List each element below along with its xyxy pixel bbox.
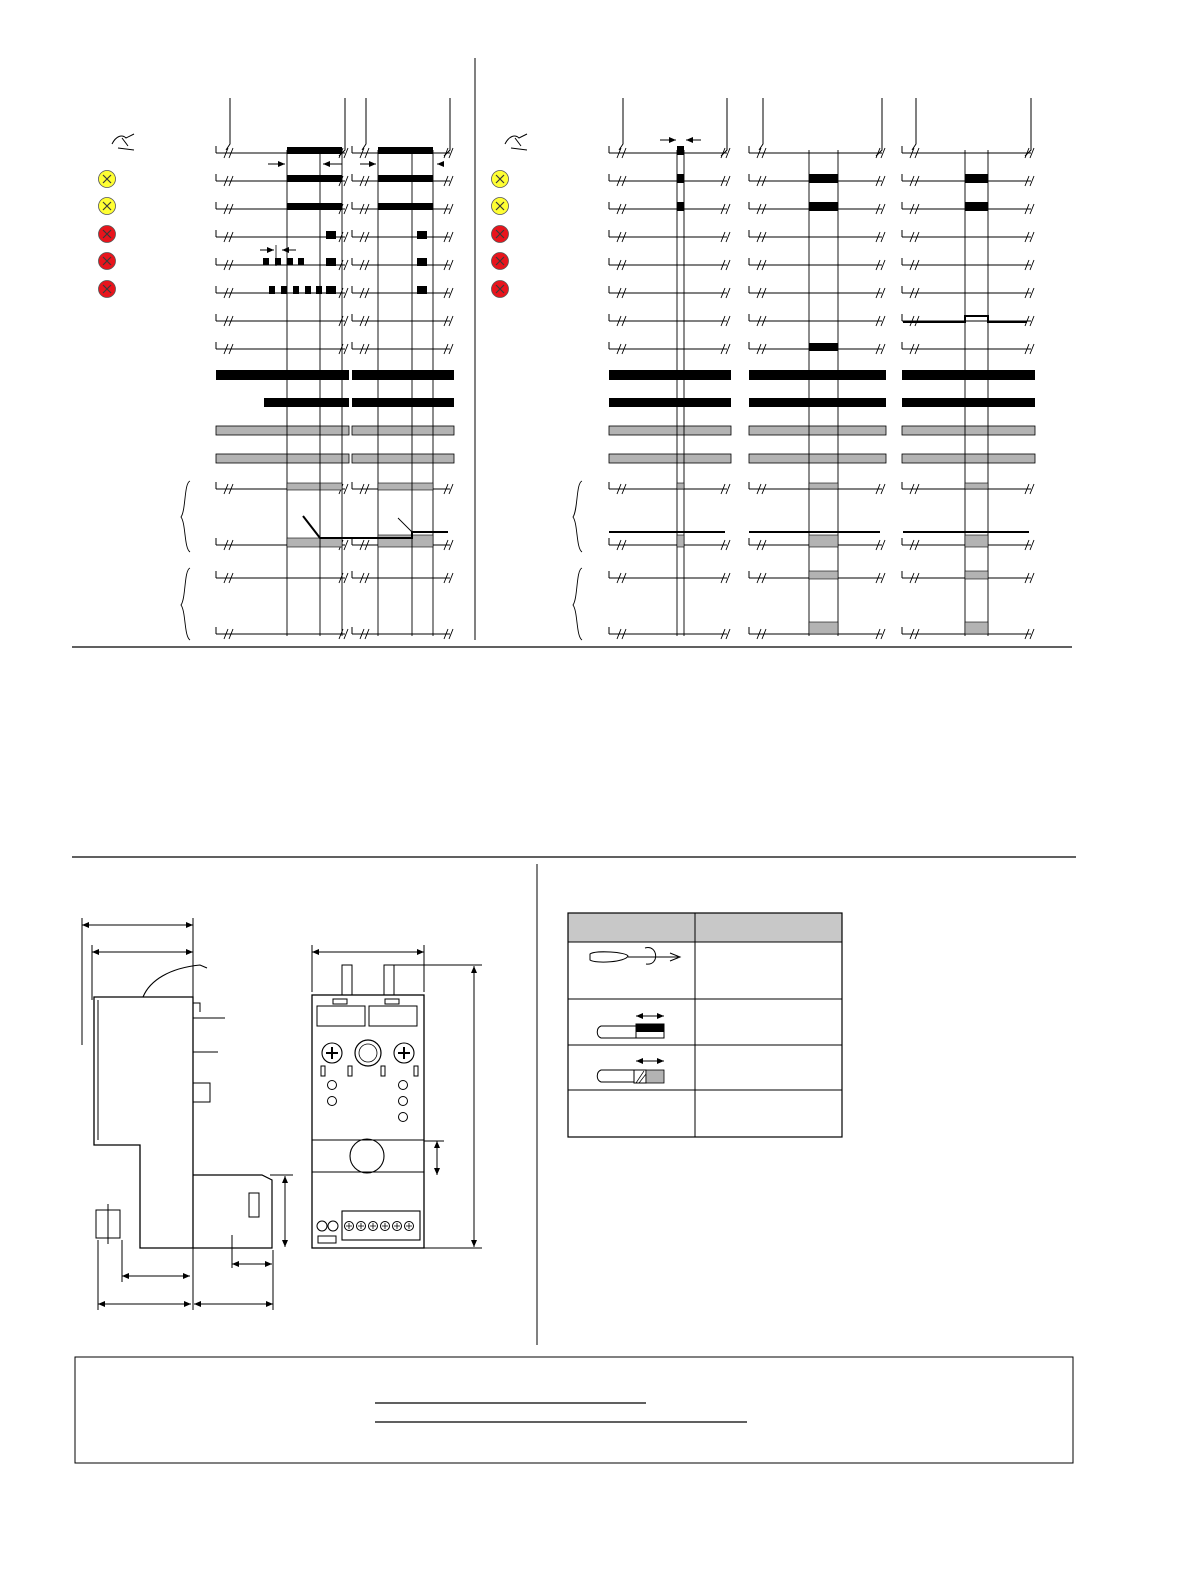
- arrow-head: [194, 1301, 201, 1307]
- led-hole: [399, 1081, 408, 1090]
- signal-bar: [809, 343, 838, 351]
- signal-bar: [287, 538, 342, 547]
- terminal-screw-icon: [317, 1221, 327, 1231]
- rotation-arrow: [645, 948, 656, 965]
- led-red-icon: [99, 253, 116, 270]
- signal-bar: [965, 571, 988, 579]
- signal-bar: [417, 258, 427, 266]
- rail-thick: [352, 398, 454, 407]
- front-tabs: [342, 965, 394, 995]
- terminal-pins: [193, 1003, 225, 1102]
- brace: [181, 568, 190, 640]
- signal-bar: [326, 231, 336, 239]
- ferrule-tube: [646, 1070, 664, 1083]
- table-outline: [568, 913, 842, 1137]
- blink-bar: [263, 258, 269, 265]
- signal-bar: [287, 175, 342, 182]
- block-bracket: [759, 98, 882, 156]
- led-hole: [328, 1081, 337, 1090]
- arrow-head: [267, 247, 274, 253]
- wiring-table: [568, 913, 842, 1137]
- ferrule-wire-icon: [597, 1058, 664, 1083]
- signal-bar: [809, 571, 838, 579]
- rail-shaded: [902, 454, 1035, 463]
- blink-bar: [269, 286, 275, 294]
- arrow-head: [184, 1301, 191, 1307]
- signal-bar: [677, 174, 684, 183]
- rail-shaded: [749, 426, 886, 435]
- arrow-head: [657, 1013, 664, 1019]
- led-red-icon: [492, 253, 509, 270]
- reset-button-inner: [359, 1044, 377, 1062]
- arrow-head: [186, 922, 193, 928]
- screwdriver-icon: [590, 948, 680, 965]
- rail-shaded: [216, 454, 349, 463]
- arrow-head: [686, 137, 693, 143]
- arrow-head: [636, 1058, 643, 1064]
- latch-slot: [249, 1193, 259, 1217]
- signal-bar: [287, 203, 342, 210]
- arrow-head: [636, 1013, 643, 1019]
- blink-bar: [305, 286, 311, 294]
- arrow-head: [82, 922, 89, 928]
- signal-bar: [965, 622, 988, 634]
- terminal-screw-icon: [328, 1221, 338, 1231]
- screw-cross: [406, 1223, 412, 1229]
- rail-thick: [902, 370, 1035, 380]
- arrow-head: [282, 1240, 288, 1247]
- arrow-head: [282, 247, 289, 253]
- arrow-head: [265, 1261, 272, 1267]
- arrow-head: [122, 1273, 129, 1279]
- rail-shaded: [609, 426, 731, 435]
- rail-thick: [609, 370, 731, 380]
- dimension-side-view: [82, 918, 293, 1310]
- blink-bar: [281, 286, 287, 294]
- blink-bar: [287, 258, 293, 265]
- signal-bar: [677, 535, 684, 547]
- arrow-head: [98, 1301, 105, 1307]
- signal-bar: [378, 147, 433, 154]
- hand-stroke: [112, 134, 134, 150]
- screw-cross: [382, 1223, 388, 1229]
- signal-bar: [287, 483, 342, 490]
- signal-bar: [378, 483, 433, 490]
- signal-bar: [965, 174, 988, 183]
- footer-box: [75, 1357, 1073, 1463]
- arrow-head: [437, 161, 444, 167]
- arrow-head: [369, 161, 376, 167]
- rail-shaded: [352, 426, 454, 435]
- arrow-head: [282, 1176, 288, 1183]
- screw-cross: [346, 1223, 352, 1229]
- led-hole: [328, 1097, 337, 1106]
- brace: [181, 481, 190, 552]
- led-hole: [399, 1097, 408, 1106]
- label-window: [369, 1006, 417, 1026]
- terminal-foot: [318, 1236, 336, 1243]
- signal-bar: [378, 535, 433, 547]
- arrow-head: [657, 1058, 664, 1064]
- front-outline: [312, 995, 424, 1248]
- arrow-head: [278, 161, 285, 167]
- led-yellow-icon: [99, 171, 116, 188]
- ferrule-hatch: [636, 1071, 646, 1083]
- rail-shaded: [216, 426, 349, 435]
- led-red-icon: [492, 281, 509, 298]
- timing-block-2: [345, 98, 454, 639]
- led-red-icon: [492, 226, 509, 243]
- vent: [321, 1066, 325, 1076]
- arrow-head: [434, 1168, 440, 1175]
- rail-shaded: [749, 454, 886, 463]
- arrow-head: [434, 1141, 440, 1148]
- block-bracket: [912, 98, 1031, 156]
- page-frame-lines: [72, 58, 1076, 1345]
- signal-bar: [417, 286, 427, 294]
- relay-curve: [398, 518, 412, 532]
- timing-block-2: [749, 98, 886, 639]
- arrow-head: [92, 949, 99, 955]
- timing-block-3: [902, 98, 1035, 639]
- signal-bar: [287, 147, 342, 154]
- arrow-head: [266, 1301, 273, 1307]
- wire-insulation: [597, 1026, 636, 1038]
- signal-bar: [378, 175, 433, 182]
- rail-thick: [749, 370, 886, 380]
- rail-thick: [749, 398, 886, 407]
- arrow-head: [471, 1240, 477, 1247]
- blink-bar: [316, 286, 322, 294]
- led-red-icon: [99, 226, 116, 243]
- signal-bar: [809, 483, 838, 489]
- timing-block-1: [609, 98, 731, 639]
- arrow-head: [471, 966, 477, 973]
- signal-bar: [809, 202, 838, 211]
- arrow-head: [312, 949, 319, 955]
- rail-thick: [609, 398, 731, 407]
- rail-thick: [902, 398, 1035, 407]
- arrow-head: [417, 949, 424, 955]
- signal-bar: [809, 174, 838, 183]
- arrow-head: [186, 949, 193, 955]
- signal-bar: [965, 202, 988, 211]
- signal-bar: [965, 535, 988, 547]
- screw-slot: [326, 1047, 338, 1059]
- footer-border: [75, 1357, 1073, 1463]
- hand-reset-icon: [112, 134, 134, 150]
- signal-bar: [326, 286, 336, 294]
- vent: [414, 1066, 418, 1076]
- timing-diagram-right: [492, 98, 1036, 640]
- step-line: [903, 316, 1027, 322]
- screw-cross: [358, 1223, 364, 1229]
- signal-bar: [417, 231, 427, 239]
- arrow-head: [323, 161, 330, 167]
- signal-bar: [677, 483, 684, 489]
- signal-bar: [677, 146, 684, 155]
- table-header: [568, 913, 842, 942]
- rail-shaded: [902, 426, 1035, 435]
- screw-cross: [370, 1223, 376, 1229]
- arrow-head: [183, 1273, 190, 1279]
- led-yellow-icon: [492, 171, 509, 188]
- screw-slot: [398, 1047, 410, 1059]
- rail-thick: [352, 370, 454, 380]
- brace: [573, 568, 582, 640]
- block-bracket: [619, 98, 727, 156]
- screw-cross: [394, 1223, 400, 1229]
- led-red-icon: [99, 281, 116, 298]
- wire-core: [636, 1024, 664, 1032]
- brace: [573, 481, 582, 552]
- slot: [333, 999, 347, 1004]
- hand-reset-icon: [505, 134, 527, 150]
- relay-curve: [303, 516, 345, 538]
- wire-insulation: [597, 1070, 634, 1082]
- screwdriver-handle: [590, 952, 628, 962]
- din-clip: [96, 1204, 120, 1244]
- blink-bar: [298, 258, 304, 265]
- rail-thick: [216, 370, 349, 380]
- signal-bar: [378, 203, 433, 210]
- label-window: [317, 1006, 365, 1026]
- cover-arc: [143, 965, 207, 997]
- signal-bar: [965, 483, 988, 489]
- solid-wire-icon: [597, 1013, 664, 1038]
- led-yellow-icon: [492, 198, 509, 215]
- hand-stroke: [505, 134, 527, 150]
- timing-diagram-left: [99, 98, 455, 640]
- rail-thick: [264, 398, 349, 407]
- signal-bar: [326, 258, 336, 266]
- screwdriver-shaft: [628, 953, 680, 961]
- dimension-front-view: [312, 945, 482, 1248]
- signal-bar: [677, 202, 684, 211]
- rail-shaded: [352, 454, 454, 463]
- vent: [348, 1066, 352, 1076]
- signal-bar: [809, 535, 838, 547]
- led-yellow-icon: [99, 198, 116, 215]
- mount-hole: [350, 1139, 384, 1173]
- blink-bar: [293, 286, 299, 294]
- slot: [385, 999, 399, 1004]
- vent: [381, 1066, 385, 1076]
- arrow-head: [669, 137, 676, 143]
- signal-bar: [809, 622, 838, 634]
- rail-shaded: [609, 454, 731, 463]
- arrow-head: [232, 1261, 239, 1267]
- led-hole: [399, 1113, 408, 1122]
- timing-block-1: [216, 98, 349, 639]
